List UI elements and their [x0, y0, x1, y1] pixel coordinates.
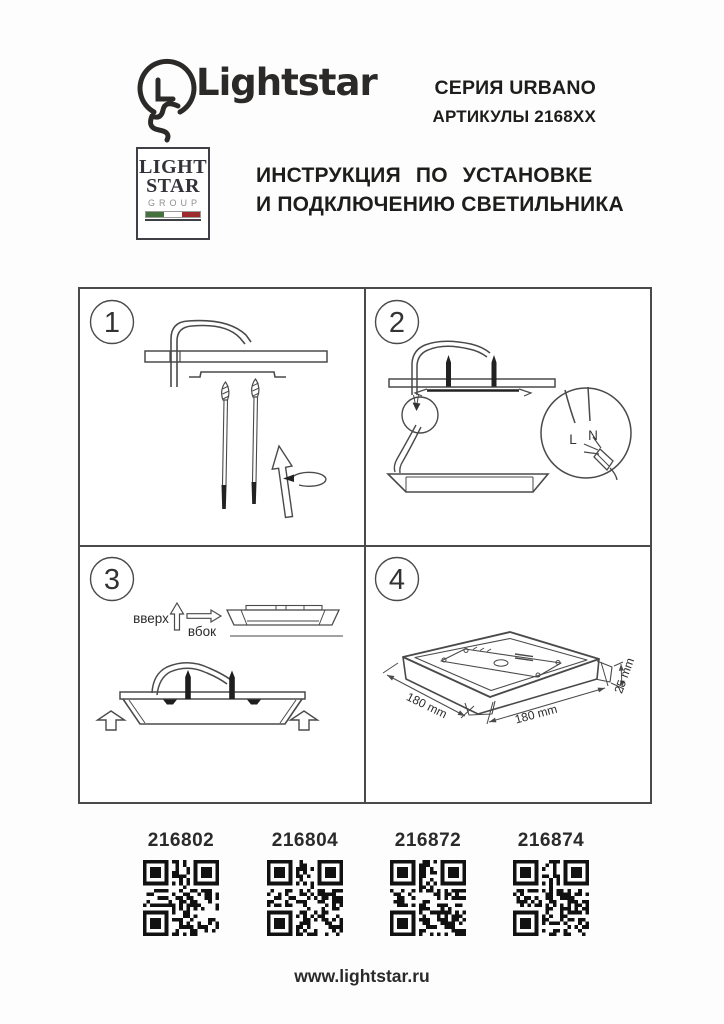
product-216802	[126, 830, 236, 936]
terminal-n-label: N	[588, 428, 598, 443]
product-216872	[373, 830, 483, 936]
step-3-number: 3	[103, 564, 121, 596]
product-code: 216804	[271, 830, 339, 851]
dimension-left-label: 180 mm	[404, 689, 450, 722]
step-2-panel	[365, 289, 650, 545]
qr-code	[267, 860, 343, 936]
step-3-panel	[80, 546, 365, 802]
step-4-number: 4	[388, 564, 406, 596]
series-block	[432, 77, 596, 127]
lightstar-bulb-icon	[132, 50, 202, 146]
step-3-illustration	[80, 546, 365, 801]
qr-code	[390, 860, 466, 936]
group-logo-star: STAR	[146, 174, 200, 197]
terminal-l-label: L	[569, 432, 577, 447]
product-code: 216872	[394, 830, 462, 851]
page-title	[256, 162, 624, 220]
product-code: 216802	[147, 830, 215, 851]
website-url: www.lightstar.ru	[294, 966, 430, 986]
series-title: СЕРИЯ URBANO	[434, 77, 596, 99]
dimension-height-label: 25 mm	[611, 656, 638, 696]
title-line-2: И ПОДКЛЮЧЕНИЮ СВЕТИЛЬНИКА	[256, 192, 624, 216]
brand-wordmark: Lightstar	[196, 61, 377, 104]
step-4-illustration	[365, 546, 650, 801]
italian-flag-stripe	[145, 211, 201, 218]
articles-line: АРТИКУЛЫ 2168XX	[432, 107, 596, 126]
product-216804	[250, 830, 360, 936]
qr-code	[513, 860, 589, 936]
lightstar-group-logo	[136, 147, 210, 240]
step-2-illustration	[365, 289, 650, 544]
step-4-panel	[365, 546, 650, 802]
group-logo-group: GROUP	[147, 198, 201, 209]
step-1-panel	[80, 289, 365, 545]
step-1-illustration	[80, 289, 365, 544]
product-216874	[496, 830, 606, 936]
qr-code	[143, 860, 219, 936]
title-line-1: ИНСТРУКЦИЯ ПО УСТАНОВКЕ	[256, 164, 593, 187]
instruction-grid	[78, 287, 652, 804]
dimension-right-label: 180 mm	[513, 701, 559, 727]
direction-up-label: вверх	[133, 611, 169, 626]
direction-side-label: вбок	[187, 624, 217, 639]
step-2-number: 2	[388, 307, 406, 339]
group-logo-light: LIGHT	[138, 156, 208, 178]
product-code: 216874	[517, 830, 585, 851]
step-1-number: 1	[103, 307, 121, 339]
